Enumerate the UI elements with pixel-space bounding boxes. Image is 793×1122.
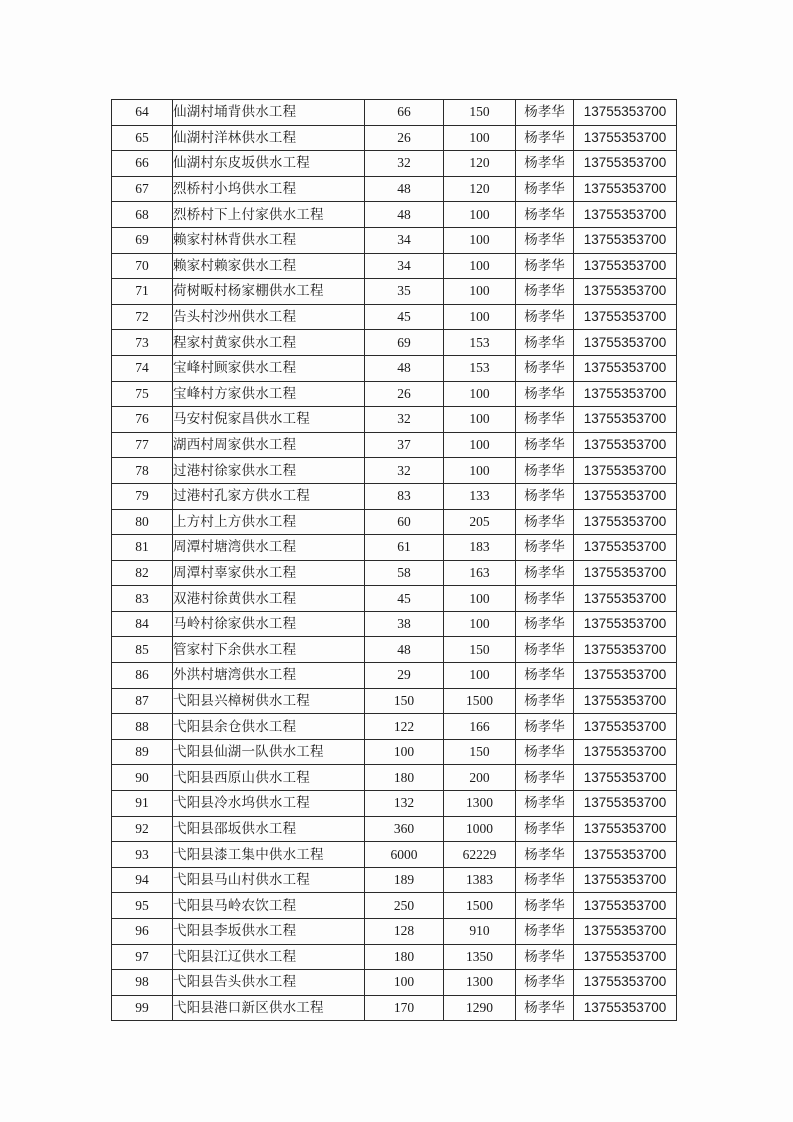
value-a-cell: 132 [365, 791, 444, 817]
row-number-cell: 67 [112, 176, 173, 202]
table-row [112, 995, 677, 1021]
contact-person-cell: 杨孝华 [516, 227, 574, 253]
value-a-cell: 60 [365, 509, 444, 535]
project-name-cell: 弋阳县冷水坞供水工程 [173, 791, 365, 817]
value-a-cell: 26 [365, 381, 444, 407]
table-row [112, 509, 677, 535]
contact-phone-cell: 13755353700 [574, 586, 677, 612]
row-number-cell: 96 [112, 919, 173, 945]
contact-phone-cell: 13755353700 [574, 893, 677, 919]
project-name-cell: 仙湖村埇背供水工程 [173, 100, 365, 126]
value-a-cell: 34 [365, 253, 444, 279]
contact-person-cell: 杨孝华 [516, 637, 574, 663]
contact-person-cell: 杨孝华 [516, 816, 574, 842]
row-number-cell: 74 [112, 355, 173, 381]
contact-phone-cell: 13755353700 [574, 995, 677, 1021]
table-row [112, 714, 677, 740]
row-number-cell: 85 [112, 637, 173, 663]
table-row [112, 611, 677, 637]
value-b-cell: 150 [444, 637, 516, 663]
contact-person-cell: 杨孝华 [516, 458, 574, 484]
contact-phone-cell: 13755353700 [574, 842, 677, 868]
value-b-cell: 100 [444, 279, 516, 305]
project-name-cell: 上方村上方供水工程 [173, 509, 365, 535]
contact-phone-cell: 13755353700 [574, 407, 677, 433]
contact-phone-cell: 13755353700 [574, 176, 677, 202]
table-row [112, 637, 677, 663]
contact-person-cell: 杨孝华 [516, 739, 574, 765]
contact-person-cell: 杨孝华 [516, 100, 574, 126]
row-number-cell: 93 [112, 842, 173, 868]
project-name-cell: 程家村黄家供水工程 [173, 330, 365, 356]
value-b-cell: 100 [444, 663, 516, 689]
value-b-cell: 1350 [444, 944, 516, 970]
value-a-cell: 26 [365, 125, 444, 151]
value-b-cell: 62229 [444, 842, 516, 868]
value-b-cell: 153 [444, 355, 516, 381]
value-b-cell: 100 [444, 611, 516, 637]
row-number-cell: 77 [112, 432, 173, 458]
value-b-cell: 120 [444, 176, 516, 202]
contact-phone-cell: 13755353700 [574, 458, 677, 484]
value-b-cell: 153 [444, 330, 516, 356]
contact-person-cell: 杨孝华 [516, 560, 574, 586]
contact-phone-cell: 13755353700 [574, 253, 677, 279]
contact-phone-cell: 13755353700 [574, 151, 677, 177]
row-number-cell: 89 [112, 739, 173, 765]
contact-person-cell: 杨孝华 [516, 586, 574, 612]
contact-person-cell: 杨孝华 [516, 279, 574, 305]
contact-person-cell: 杨孝华 [516, 407, 574, 433]
project-name-cell: 双港村徐黄供水工程 [173, 586, 365, 612]
contact-phone-cell: 13755353700 [574, 125, 677, 151]
contact-person-cell: 杨孝华 [516, 151, 574, 177]
project-name-cell: 仙湖村东皮坂供水工程 [173, 151, 365, 177]
project-name-cell: 弋阳县江辽供水工程 [173, 944, 365, 970]
project-name-cell: 荷树畈村杨家棚供水工程 [173, 279, 365, 305]
row-number-cell: 78 [112, 458, 173, 484]
row-number-cell: 64 [112, 100, 173, 126]
value-b-cell: 120 [444, 151, 516, 177]
project-name-cell: 过港村徐家供水工程 [173, 458, 365, 484]
value-b-cell: 200 [444, 765, 516, 791]
value-a-cell: 100 [365, 739, 444, 765]
contact-person-cell: 杨孝华 [516, 842, 574, 868]
value-b-cell: 910 [444, 919, 516, 945]
value-a-cell: 29 [365, 663, 444, 689]
value-b-cell: 166 [444, 714, 516, 740]
value-b-cell: 100 [444, 381, 516, 407]
project-name-cell: 宝峰村顾家供水工程 [173, 355, 365, 381]
contact-phone-cell: 13755353700 [574, 509, 677, 535]
contact-phone-cell: 13755353700 [574, 637, 677, 663]
table-row [112, 176, 677, 202]
project-name-cell: 弋阳县漆工集中供水工程 [173, 842, 365, 868]
project-name-cell: 弋阳县马山村供水工程 [173, 867, 365, 893]
table-row [112, 355, 677, 381]
table-row [112, 842, 677, 868]
table-row [112, 304, 677, 330]
project-name-cell: 弋阳县余仓供水工程 [173, 714, 365, 740]
contact-person-cell: 杨孝华 [516, 893, 574, 919]
value-b-cell: 205 [444, 509, 516, 535]
table-row [112, 535, 677, 561]
table-row [112, 867, 677, 893]
contact-phone-cell: 13755353700 [574, 765, 677, 791]
table-row [112, 253, 677, 279]
value-b-cell: 100 [444, 407, 516, 433]
value-a-cell: 48 [365, 637, 444, 663]
value-b-cell: 133 [444, 483, 516, 509]
row-number-cell: 70 [112, 253, 173, 279]
table-row [112, 381, 677, 407]
contact-phone-cell: 13755353700 [574, 279, 677, 305]
contact-person-cell: 杨孝华 [516, 509, 574, 535]
table-row [112, 100, 677, 126]
row-number-cell: 80 [112, 509, 173, 535]
project-name-cell: 烈桥村小坞供水工程 [173, 176, 365, 202]
contact-person-cell: 杨孝华 [516, 432, 574, 458]
value-a-cell: 32 [365, 407, 444, 433]
contact-person-cell: 杨孝华 [516, 791, 574, 817]
value-b-cell: 1300 [444, 970, 516, 996]
value-b-cell: 150 [444, 739, 516, 765]
row-number-cell: 84 [112, 611, 173, 637]
contact-phone-cell: 13755353700 [574, 381, 677, 407]
value-b-cell: 1383 [444, 867, 516, 893]
project-name-cell: 弋阳县李坂供水工程 [173, 919, 365, 945]
table-row [112, 560, 677, 586]
project-name-cell: 弋阳县马岭农饮工程 [173, 893, 365, 919]
row-number-cell: 88 [112, 714, 173, 740]
contact-person-cell: 杨孝华 [516, 714, 574, 740]
value-b-cell: 1000 [444, 816, 516, 842]
value-a-cell: 61 [365, 535, 444, 561]
contact-phone-cell: 13755353700 [574, 970, 677, 996]
table-row [112, 765, 677, 791]
value-a-cell: 48 [365, 355, 444, 381]
project-name-cell: 告头村沙州供水工程 [173, 304, 365, 330]
value-a-cell: 45 [365, 586, 444, 612]
row-number-cell: 92 [112, 816, 173, 842]
project-name-cell: 马岭村徐家供水工程 [173, 611, 365, 637]
project-name-cell: 宝峰村方家供水工程 [173, 381, 365, 407]
project-name-cell: 烈桥村下上付家供水工程 [173, 202, 365, 228]
contact-phone-cell: 13755353700 [574, 560, 677, 586]
contact-phone-cell: 13755353700 [574, 714, 677, 740]
value-a-cell: 180 [365, 944, 444, 970]
table-row [112, 791, 677, 817]
contact-person-cell: 杨孝华 [516, 355, 574, 381]
table-row [112, 227, 677, 253]
contact-phone-cell: 13755353700 [574, 944, 677, 970]
value-a-cell: 128 [365, 919, 444, 945]
project-name-cell: 周潭村塘湾供水工程 [173, 535, 365, 561]
contact-person-cell: 杨孝华 [516, 995, 574, 1021]
value-a-cell: 45 [365, 304, 444, 330]
contact-phone-cell: 13755353700 [574, 791, 677, 817]
value-a-cell: 189 [365, 867, 444, 893]
table-row [112, 970, 677, 996]
contact-person-cell: 杨孝华 [516, 970, 574, 996]
table-row [112, 202, 677, 228]
table-row [112, 816, 677, 842]
contact-person-cell: 杨孝华 [516, 125, 574, 151]
project-name-cell: 仙湖村洋林供水工程 [173, 125, 365, 151]
table-row [112, 739, 677, 765]
row-number-cell: 81 [112, 535, 173, 561]
contact-phone-cell: 13755353700 [574, 688, 677, 714]
project-name-cell: 湖西村周家供水工程 [173, 432, 365, 458]
contact-person-cell: 杨孝华 [516, 330, 574, 356]
project-name-cell: 周潭村辜家供水工程 [173, 560, 365, 586]
contact-phone-cell: 13755353700 [574, 100, 677, 126]
project-name-cell: 外洪村塘湾供水工程 [173, 663, 365, 689]
contact-person-cell: 杨孝华 [516, 919, 574, 945]
value-a-cell: 35 [365, 279, 444, 305]
row-number-cell: 69 [112, 227, 173, 253]
contact-person-cell: 杨孝华 [516, 688, 574, 714]
project-name-cell: 弋阳县告头供水工程 [173, 970, 365, 996]
project-name-cell: 弋阳县仙湖一队供水工程 [173, 739, 365, 765]
row-number-cell: 71 [112, 279, 173, 305]
contact-person-cell: 杨孝华 [516, 253, 574, 279]
contact-phone-cell: 13755353700 [574, 867, 677, 893]
table-row [112, 330, 677, 356]
value-b-cell: 163 [444, 560, 516, 586]
water-project-table [111, 99, 677, 1021]
value-b-cell: 150 [444, 100, 516, 126]
project-name-cell: 赖家村赖家供水工程 [173, 253, 365, 279]
value-a-cell: 83 [365, 483, 444, 509]
project-name-cell: 弋阳县邵坂供水工程 [173, 816, 365, 842]
value-b-cell: 183 [444, 535, 516, 561]
row-number-cell: 76 [112, 407, 173, 433]
project-name-cell: 弋阳县港口新区供水工程 [173, 995, 365, 1021]
row-number-cell: 91 [112, 791, 173, 817]
row-number-cell: 75 [112, 381, 173, 407]
value-a-cell: 38 [365, 611, 444, 637]
contact-person-cell: 杨孝华 [516, 611, 574, 637]
table-row [112, 663, 677, 689]
value-a-cell: 32 [365, 458, 444, 484]
contact-phone-cell: 13755353700 [574, 663, 677, 689]
project-name-cell: 马安村倪家昌供水工程 [173, 407, 365, 433]
value-b-cell: 100 [444, 227, 516, 253]
table-row [112, 458, 677, 484]
value-a-cell: 360 [365, 816, 444, 842]
project-name-cell: 赖家村林背供水工程 [173, 227, 365, 253]
contact-person-cell: 杨孝华 [516, 944, 574, 970]
contact-phone-cell: 13755353700 [574, 355, 677, 381]
value-a-cell: 48 [365, 176, 444, 202]
table-row [112, 432, 677, 458]
contact-phone-cell: 13755353700 [574, 611, 677, 637]
table-row [112, 688, 677, 714]
contact-person-cell: 杨孝华 [516, 381, 574, 407]
row-number-cell: 79 [112, 483, 173, 509]
value-a-cell: 69 [365, 330, 444, 356]
contact-person-cell: 杨孝华 [516, 765, 574, 791]
row-number-cell: 72 [112, 304, 173, 330]
value-a-cell: 34 [365, 227, 444, 253]
contact-phone-cell: 13755353700 [574, 483, 677, 509]
row-number-cell: 95 [112, 893, 173, 919]
row-number-cell: 73 [112, 330, 173, 356]
table-row [112, 151, 677, 177]
row-number-cell: 94 [112, 867, 173, 893]
value-a-cell: 48 [365, 202, 444, 228]
value-b-cell: 1300 [444, 791, 516, 817]
project-name-cell: 管家村下余供水工程 [173, 637, 365, 663]
row-number-cell: 82 [112, 560, 173, 586]
row-number-cell: 66 [112, 151, 173, 177]
row-number-cell: 99 [112, 995, 173, 1021]
contact-phone-cell: 13755353700 [574, 816, 677, 842]
row-number-cell: 65 [112, 125, 173, 151]
value-a-cell: 6000 [365, 842, 444, 868]
table-row [112, 893, 677, 919]
value-a-cell: 32 [365, 151, 444, 177]
value-a-cell: 122 [365, 714, 444, 740]
value-b-cell: 1290 [444, 995, 516, 1021]
project-name-cell: 过港村孔家方供水工程 [173, 483, 365, 509]
value-b-cell: 1500 [444, 688, 516, 714]
value-a-cell: 250 [365, 893, 444, 919]
row-number-cell: 68 [112, 202, 173, 228]
contact-phone-cell: 13755353700 [574, 227, 677, 253]
value-b-cell: 100 [444, 304, 516, 330]
value-a-cell: 37 [365, 432, 444, 458]
value-a-cell: 180 [365, 765, 444, 791]
row-number-cell: 90 [112, 765, 173, 791]
value-b-cell: 100 [444, 586, 516, 612]
contact-phone-cell: 13755353700 [574, 304, 677, 330]
row-number-cell: 83 [112, 586, 173, 612]
row-number-cell: 98 [112, 970, 173, 996]
value-a-cell: 58 [365, 560, 444, 586]
row-number-cell: 87 [112, 688, 173, 714]
contact-person-cell: 杨孝华 [516, 202, 574, 228]
contact-phone-cell: 13755353700 [574, 739, 677, 765]
value-b-cell: 100 [444, 432, 516, 458]
value-a-cell: 66 [365, 100, 444, 126]
table-row [112, 944, 677, 970]
contact-person-cell: 杨孝华 [516, 176, 574, 202]
table-row [112, 483, 677, 509]
table-row [112, 586, 677, 612]
contact-phone-cell: 13755353700 [574, 535, 677, 561]
row-number-cell: 86 [112, 663, 173, 689]
project-name-cell: 弋阳县西原山供水工程 [173, 765, 365, 791]
project-name-cell: 弋阳县兴樟树供水工程 [173, 688, 365, 714]
value-a-cell: 150 [365, 688, 444, 714]
contact-phone-cell: 13755353700 [574, 330, 677, 356]
table-row [112, 407, 677, 433]
value-b-cell: 100 [444, 458, 516, 484]
value-b-cell: 100 [444, 125, 516, 151]
value-a-cell: 170 [365, 995, 444, 1021]
table-row [112, 919, 677, 945]
contact-phone-cell: 13755353700 [574, 919, 677, 945]
value-a-cell: 100 [365, 970, 444, 996]
row-number-cell: 97 [112, 944, 173, 970]
table-row [112, 125, 677, 151]
table-body [112, 100, 677, 1021]
table-row [112, 279, 677, 305]
value-b-cell: 100 [444, 253, 516, 279]
contact-phone-cell: 13755353700 [574, 202, 677, 228]
contact-person-cell: 杨孝华 [516, 535, 574, 561]
value-b-cell: 100 [444, 202, 516, 228]
contact-person-cell: 杨孝华 [516, 483, 574, 509]
contact-phone-cell: 13755353700 [574, 432, 677, 458]
contact-person-cell: 杨孝华 [516, 304, 574, 330]
contact-person-cell: 杨孝华 [516, 867, 574, 893]
value-b-cell: 1500 [444, 893, 516, 919]
contact-person-cell: 杨孝华 [516, 663, 574, 689]
